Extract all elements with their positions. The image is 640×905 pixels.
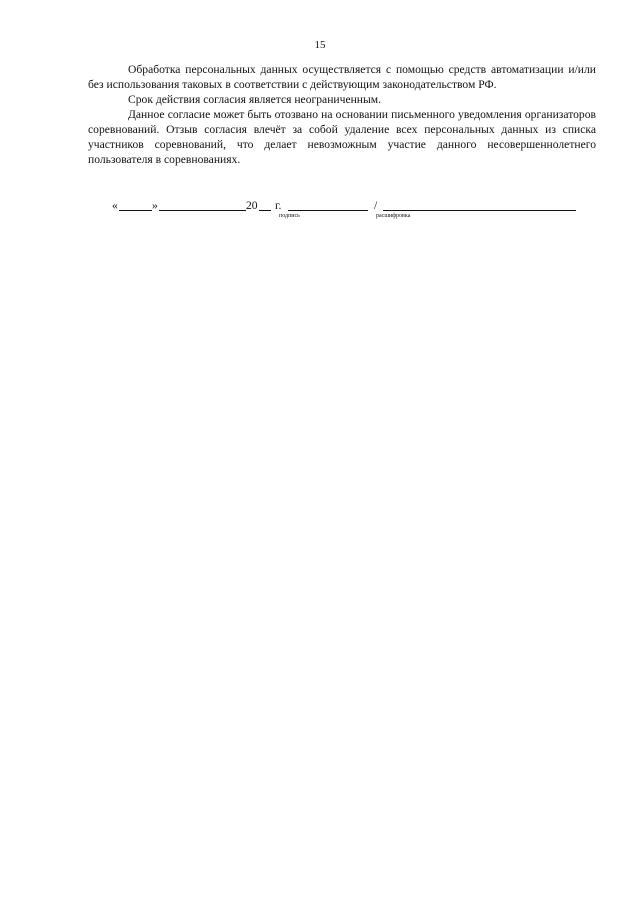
year-suffix: г. (275, 199, 282, 212)
decoding-caption: расшифровка (376, 213, 411, 219)
decoding-blank[interactable] (383, 210, 576, 211)
quote-close: » (152, 199, 158, 212)
signature-separator: / (374, 199, 378, 212)
paragraph-validity: Срок действия согласия является неограниченным. (128, 93, 382, 106)
day-blank[interactable] (119, 210, 152, 211)
page-number: 15 (314, 39, 326, 51)
document-body (88, 62, 596, 167)
year-prefix: 20 (246, 199, 258, 212)
quote-open: « (112, 199, 118, 212)
signature-line (112, 199, 592, 227)
month-blank[interactable] (159, 210, 246, 211)
paragraph-revocation: Данное согласие может быть отозвано на основании письменного уведомления организаторов соревнований. Отзыв согласия влечёт за собой удаление всех персональных данных из списка участников соревнований, что делает невозможным участие данного несовершеннолетнего пользователя в соревнованиях. (88, 108, 596, 166)
signature-blank[interactable] (288, 210, 368, 211)
paragraph-processing: Обработка персональных данных осуществляется с помощью средств автоматизации и/или без использования таковых в соответствии с действующим законодательством РФ. (88, 63, 596, 91)
year-blank[interactable] (259, 210, 271, 211)
signature-caption: подпись (279, 213, 300, 219)
